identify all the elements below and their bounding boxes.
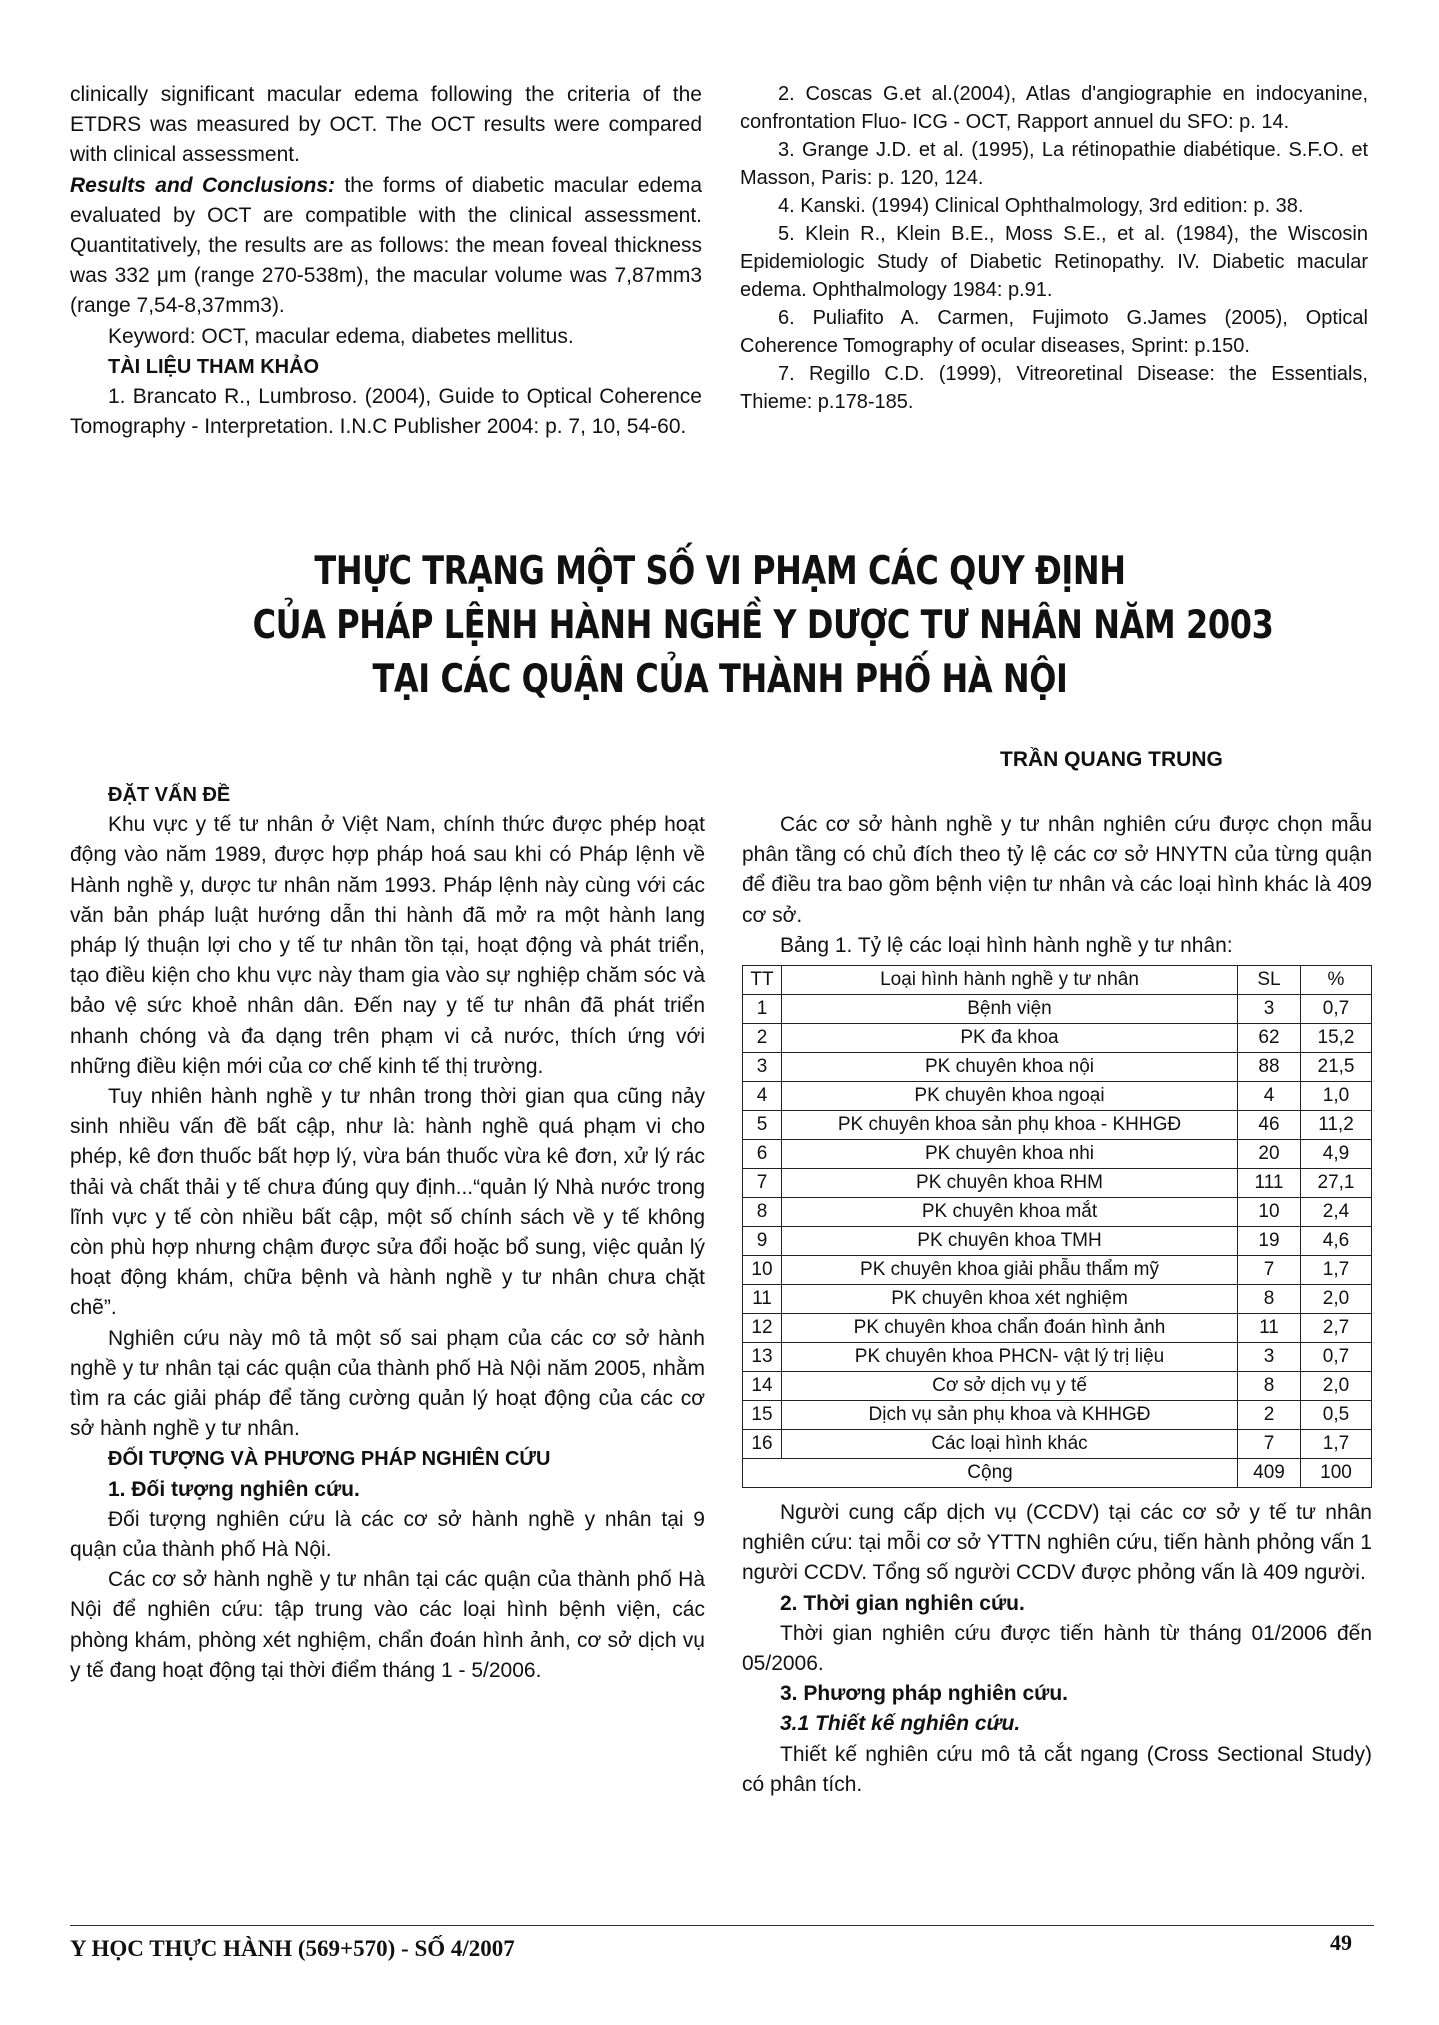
body-paragraph: Thiết kế nghiên cứu mô tả cắt ngang (Cross Sectional Study) có phân tích. (742, 1742, 1372, 1796)
table-cell: 11 (1238, 1314, 1301, 1343)
table-cell: 21,5 (1301, 1053, 1372, 1082)
design-heading-text: 3.1 Thiết kế nghiên cứu. (780, 1712, 1021, 1736)
table-cell: 6 (743, 1140, 782, 1169)
body-paragraph: Các cơ sở hành nghề y tư nhân tại các quận của thành phố Hà Nội để nghiên cứu: tập trung vào các loại hình bệnh viện, các phòng khám, phòng xét nghiệm, chẩn đoán hình ảnh, cơ sở dịch vụ y tế đang hoạt động tại thời điểm tháng 1 - 5/2006. (70, 1568, 705, 1682)
table-row (743, 1430, 1372, 1459)
table-cell: Bệnh viện (782, 995, 1238, 1024)
table-cell: 2,0 (1301, 1285, 1372, 1314)
table-cell: 1 (743, 995, 782, 1024)
table-row (743, 1285, 1372, 1314)
table-row (743, 1314, 1372, 1343)
table-cell: 11,2 (1301, 1111, 1372, 1140)
table-cell: 3 (1238, 995, 1301, 1024)
table-row (743, 1169, 1372, 1198)
table-cell: PK chuyên khoa RHM (782, 1169, 1238, 1198)
table-header-cell: SL (1238, 966, 1301, 995)
article-author: TRẦN QUANG TRUNG (1000, 748, 1223, 771)
table-cell: 13 (743, 1343, 782, 1372)
reference-item: 3. Grange J.D. et al. (1995), La rétinopathie diabétique. S.F.O. et Masson, Paris: p. 120, 124. (740, 139, 1368, 189)
table-cell: 20 (1238, 1140, 1301, 1169)
table-cell: PK đa khoa (782, 1024, 1238, 1053)
table-cell: 4,9 (1301, 1140, 1372, 1169)
table-cell: 2 (1238, 1401, 1301, 1430)
table-cell: 14 (743, 1372, 782, 1401)
table-cell: 2,7 (1301, 1314, 1372, 1343)
results-text: the forms of diabetic macular edema evaluated by OCT are compatible with the clinical assessment. Quantitatively, the results are as follows: the mean foveal thickness was 332 μm (range 270-538m), the macular volume was 7,87mm3 (range 7,54-8,37mm3). (70, 173, 702, 318)
table-cell: 4,6 (1301, 1227, 1372, 1256)
table-cell: PK chuyên khoa sản phụ khoa - KHHGĐ (782, 1111, 1238, 1140)
table-cell: PK chuyên khoa ngoại (782, 1082, 1238, 1111)
references-list (740, 80, 1368, 416)
reference-item: 4. Kanski. (1994) Clinical Ophthalmology, 3rd edition: p. 38. (778, 195, 1304, 217)
table-cell: 4 (743, 1082, 782, 1111)
table-row (743, 1256, 1372, 1285)
table-cell: 0,5 (1301, 1401, 1372, 1430)
table-cell: 111 (1238, 1169, 1301, 1198)
table-cell: PK chuyên khoa nhi (782, 1140, 1238, 1169)
abstract-paragraph: clinically significant macular edema following the criteria of the ETDRS was measured by OCT. The OCT results were compared with clinical assessment. (70, 83, 702, 167)
table-cell: 0,7 (1301, 1343, 1372, 1372)
table-cell: Các loại hình khác (782, 1430, 1238, 1459)
table-row (743, 1372, 1372, 1401)
subsection-heading-subjects: 1. Đối tượng nghiên cứu. (108, 1477, 360, 1501)
table-cell: 2 (743, 1024, 782, 1053)
table-cell: PK chuyên khoa TMH (782, 1227, 1238, 1256)
table-total-cell: 100 (1301, 1459, 1372, 1488)
title-line: TẠI CÁC QUẬN CỦA THÀNH PHỐ HÀ NỘI (372, 657, 1068, 702)
body-paragraph: Người cung cấp dịch vụ (CCDV) tại các cơ sở y tế tư nhân nghiên cứu: tại mỗi cơ sở YTTN nghiên cứu, tiến hành phỏng vấn 1 người CCDV. Tổng số người CCDV được phỏng vấn là 409 người. (742, 1501, 1372, 1585)
table-row (743, 1227, 1372, 1256)
table-cell: 8 (1238, 1372, 1301, 1401)
table-row (743, 1401, 1372, 1430)
table-row (743, 995, 1372, 1024)
table-row (743, 1024, 1372, 1053)
article-title (252, 545, 1274, 707)
table-cell: 88 (1238, 1053, 1301, 1082)
table-cell: 5 (743, 1111, 782, 1140)
reference-item: 6. Puliafito A. Carmen, Fujimoto G.James (2005), Optical Coherence Tomography of ocular diseases, Sprint: p.150. (740, 307, 1368, 357)
body-paragraph: Khu vực y tế tư nhân ở Việt Nam, chính thức được phép hoạt động vào năm 1989, được hợp pháp hoá sau khi có Pháp lệnh về Hành nghề y, dược tư nhân năm 1993. Pháp lệnh này cùng với các văn bản pháp luật hướng dẫn thi hành đã mở ra một hành lang pháp lý thuận lợi cho y tế tư nhân tồn tại, hoạt động và phát triển, tạo điều kiện cho khu vực này tham gia vào sự nghiệp chăm sóc và bảo vệ sức khoẻ nhân dân. Đến nay y tế tư nhân đã phát triển nhanh chóng và đa dạng trên phạm vi cả nước, thích ứng với những điều kiện mới của cơ chế kinh tế thị trường. (70, 813, 705, 1078)
table-cell: Dịch vụ sản phụ khoa và KHHGĐ (782, 1401, 1238, 1430)
table-cell: 7 (743, 1169, 782, 1198)
subsection-heading-time: 2. Thời gian nghiên cứu. (780, 1591, 1025, 1615)
previous-article-abstract (70, 80, 702, 442)
table-cell: 3 (743, 1053, 782, 1082)
body-paragraph: Tuy nhiên hành nghề y tư nhân trong thời gian qua cũng nảy sinh nhiều vấn đề bất cập, như là: hành nghề quá phạm vi cho phép, kê đơn thuốc bất hợp lý, vừa bán thuốc vừa kê đơn, xử lý rác thải và chất thải y tế chưa đúng quy định...“quản lý Nhà nước trong lĩnh vực y tế còn nhiều bất cập, một số chính sách về y tế không còn phù hợp nhưng chậm được sửa đổi hoặc bổ sung, việc quản lý hoạt động khám, chữa bệnh và hành nghề y tư nhân chưa chặt chẽ”. (70, 1085, 705, 1320)
table-cell: 62 (1238, 1024, 1301, 1053)
table-cell: 16 (743, 1430, 782, 1459)
table-cell: 15 (743, 1401, 782, 1430)
table-cell: 15,2 (1301, 1024, 1372, 1053)
reference-item: 1. Brancato R., Lumbroso. (2004), Guide to Optical Coherence Tomography - Interpretation. I.N.C Publisher 2004: p. 7, 10, 54-60. (70, 385, 702, 439)
practice-types-table (742, 965, 1372, 1488)
body-paragraph: Đối tượng nghiên cứu là các cơ sở hành nghề y nhân tại 9 quận của thành phố Hà Nội. (70, 1507, 705, 1562)
abstract-results (70, 171, 702, 322)
table-header-cell: TT (743, 966, 782, 995)
table-cell: 0,7 (1301, 995, 1372, 1024)
table-cell: 1,0 (1301, 1082, 1372, 1111)
table-caption: Bảng 1. Tỷ lệ các loại hình hành nghề y tư nhân: (780, 933, 1233, 957)
references-heading: TÀI LIỆU THAM KHẢO (108, 355, 320, 378)
table-row (743, 1343, 1372, 1372)
body-left-column (70, 780, 705, 1686)
body-right-column (742, 810, 1372, 1800)
table-cell: 11 (743, 1285, 782, 1314)
body-paragraph: Thời gian nghiên cứu được tiến hành từ tháng 01/2006 đến 05/2006. (742, 1621, 1372, 1676)
table-cell: 12 (743, 1314, 782, 1343)
table-cell: PK chuyên khoa chẩn đoán hình ảnh (782, 1314, 1238, 1343)
table-cell: PK chuyên khoa nội (782, 1053, 1238, 1082)
table-header-row (743, 966, 1372, 995)
reference-item: 2. Coscas G.et al.(2004), Atlas d'angiographie en indocyanine, confrontation Fluo- ICG - OCT, Rapport annuel du SFO: p. 14. (740, 83, 1368, 133)
table-cell: 7 (1238, 1430, 1301, 1459)
table-row (743, 1198, 1372, 1227)
table-cell: Cơ sở dịch vụ y tế (782, 1372, 1238, 1401)
footer-divider (70, 1925, 1374, 1926)
table-total-row (743, 1459, 1372, 1488)
table-cell: 2,4 (1301, 1198, 1372, 1227)
table-cell: 10 (743, 1256, 782, 1285)
table-cell: 9 (743, 1227, 782, 1256)
journal-footer: Y HỌC THỰC HÀNH (569+570) - SỐ 4/2007 (70, 1936, 515, 1961)
section-heading-problem: ĐẶT VẤN ĐỀ (108, 784, 231, 806)
table-cell: PK chuyên khoa PHCN- vật lý trị liệu (782, 1343, 1238, 1372)
table-row (743, 1140, 1372, 1169)
table-cell: 1,7 (1301, 1256, 1372, 1285)
page-number: 49 (1330, 1930, 1352, 1955)
table-row (743, 1111, 1372, 1140)
table-cell: 4 (1238, 1082, 1301, 1111)
table-cell: PK chuyên khoa mắt (782, 1198, 1238, 1227)
table-row (743, 1082, 1372, 1111)
table-cell: 27,1 (1301, 1169, 1372, 1198)
table-cell: PK chuyên khoa xét nghiệm (782, 1285, 1238, 1314)
table-cell: 8 (743, 1198, 782, 1227)
section-heading-methods: ĐỐI TƯỢNG VÀ PHƯƠNG PHÁP NGHIÊN CỨU (108, 1448, 551, 1471)
body-paragraph: Nghiên cứu này mô tả một số sai phạm của các cơ sở hành nghề y tư nhân tại các quận của thành phố Hà Nội năm 2005, nhằm tìm ra các giải pháp để tăng cường quản lý hoạt động của các cơ sở hành nghề y tư nhân. (70, 1326, 705, 1441)
title-line: THỰC TRẠNG MỘT SỐ VI PHẠM CÁC QUY ĐỊNH (314, 549, 1126, 594)
body-paragraph: Các cơ sở hành nghề y tư nhân nghiên cứu được chọn mẫu phân tầng có chủ đích theo tỷ lệ các cơ sở HNYTN của từng quận để điều tra bao gồm bệnh viện tư nhân và các loại hình khác là 409 cơ sở. (742, 813, 1372, 927)
reference-item: 5. Klein R., Klein B.E., Moss S.E., et al. (1984), the Wiscosin Epidemiologic Study of Diabetic Retinopathy. IV. Diabetic macular edema. Ophthalmology 1984: p.91. (740, 223, 1368, 301)
title-line: CỦA PHÁP LỆNH HÀNH NGHỀ Y DƯỢC TƯ NHÂN NĂM 2003 (252, 603, 1274, 648)
table-total-label: Cộng (743, 1459, 1238, 1488)
table-cell: PK chuyên khoa giải phẫu thẩm mỹ (782, 1256, 1238, 1285)
table-total-cell: 409 (1238, 1459, 1301, 1488)
table-cell: 8 (1238, 1285, 1301, 1314)
table-cell: 1,7 (1301, 1430, 1372, 1459)
subsection-heading-method: 3. Phương pháp nghiên cứu. (780, 1682, 1069, 1706)
table-cell: 10 (1238, 1198, 1301, 1227)
subsection-heading-design (742, 1709, 1372, 1739)
keywords: Keyword: OCT, macular edema, diabetes mellitus. (108, 324, 574, 348)
table-cell: 2,0 (1301, 1372, 1372, 1401)
table-cell: 19 (1238, 1227, 1301, 1256)
results-label: Results and Conclusions: (70, 173, 336, 197)
table-header-cell: % (1301, 966, 1372, 995)
table-cell: 46 (1238, 1111, 1301, 1140)
table-row (743, 1053, 1372, 1082)
reference-item: 7. Regillo C.D. (1999), Vitreoretinal Disease: the Essentials, Thieme: p.178-185. (740, 363, 1368, 413)
table-cell: 7 (1238, 1256, 1301, 1285)
table-cell: 3 (1238, 1343, 1301, 1372)
table-header-cell: Loại hình hành nghề y tư nhân (782, 966, 1238, 995)
